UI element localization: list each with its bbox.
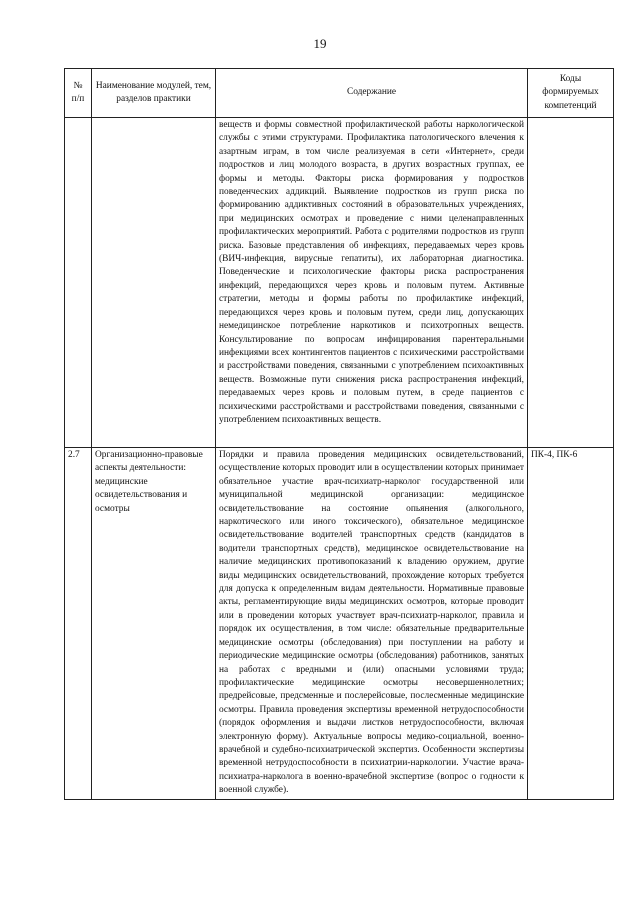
row-competency-codes — [528, 118, 614, 448]
row-content: веществ и формы совместной профилактической работы наркологической службы с этими структурами. Профилактика патологического влечения к азартным играм, в том числе реализуемая в сети «Интернет», среди подростков и лиц молодого возраста, в других возрастных группах, ее формы и методы. Факторы риска формирования у подростков поведенческих аддикций. Выявление подростков из групп риска по формированию аддиктивных состояний в образовательных учреждениях, при медицинских осмотрах и проведение с ними целенаправленных профилактических мероприятий. Работа с родителями подростков из групп риска. Базовые представления об инфекциях, передаваемых через кровь (ВИЧ-инфекция, вирусные гепатиты), их лабораторная диагностика. Поведенческие и психологические факторы риска распространения инфекций, передающихся через кровь и половым путем. Активные стратегии, методы и формы работы по профилактике инфекций, передающихся через кровь и половым путем, среди лиц, допускающих немедицинское потребление наркотиков и психотропных веществ. Консультирование по вопросам инфицирования парентеральными инфекциями всех контингентов пациентов с психическими расстройствами и расстройствами поведения, связанными с употреблением психоактивных веществ. Возможные пути снижения риска распространения инфекций, передаваемых через кровь и половым путем, в среде пациентов с психическими расстройствами и расстройствами поведения, связанными с употреблением психоактивных веществ. — [216, 118, 528, 448]
header-content: Содержание — [216, 69, 528, 118]
header-competency-codes: Коды формируемых компетенций — [528, 69, 614, 118]
row-module-name: Организационно-правовые аспекты деятельности: медицинские освидетельствования и осмотры — [92, 448, 216, 800]
header-number: № п/п — [65, 69, 92, 118]
table-row — [65, 448, 614, 800]
header-module-name: Наименование модулей, тем, разделов практики — [92, 69, 216, 118]
page-number: 19 — [313, 36, 327, 51]
curriculum-table — [64, 68, 614, 800]
row-competency-codes: ПК-4, ПК-6 — [528, 448, 614, 800]
table-header-row — [65, 69, 614, 118]
row-number — [65, 118, 92, 448]
row-number: 2.7 — [65, 448, 92, 800]
table-row — [65, 118, 614, 448]
row-content: Порядки и правила проведения медицинских освидетельствований, осуществление которых проводит или в осуществлении которых принимает обязательное участие врач-психиатр-нарколог государственной или муниципальной медицинской организации: медицинское освидетельствование на состояние опьянения (алкогольного, наркотического или иного токсического), обязательное медицинское освидетельствование водителей транспортных средств (кандидатов в водители транспортных средств), медицинское освидетельствование на наличие медицинских противопоказаний к владению оружием, другие виды медицинских освидетельствований, прохождение которых требуется для допуска к определенным видам деятельности. Нормативные правовые акты, регламентирующие виды медицинских осмотров, которые проводит или в проведении которых участвует врач-психиатр-нарколог, правила и порядок их осуществления, в том числе: обязательные предварительные медицинские осмотры (обследования) при поступлении на работу и периодические медицинские осмотры (обследования) работников, занятых на работах с вредными и (или) опасными условиями труда; профилактические медицинские осмотры несовершеннолетних; предрейсовые, предсменные и послерейсовые, послесменные медицинские осмотры. Правила проведения экспертизы временной нетрудоспособности (порядок оформления и выдачи листков нетрудоспособности, включая электронную форму). Актуальные вопросы медико-социальной, военно-врачебной и судебно-психиатрической экспертиз. Особенности экспертизы временной нетрудоспособности в психиатрии-наркологии. Участие врача-психиатра-нарколога в военно-врачебной экспертизе (вопрос о годности к военной службе). — [216, 448, 528, 800]
row-module-name — [92, 118, 216, 448]
